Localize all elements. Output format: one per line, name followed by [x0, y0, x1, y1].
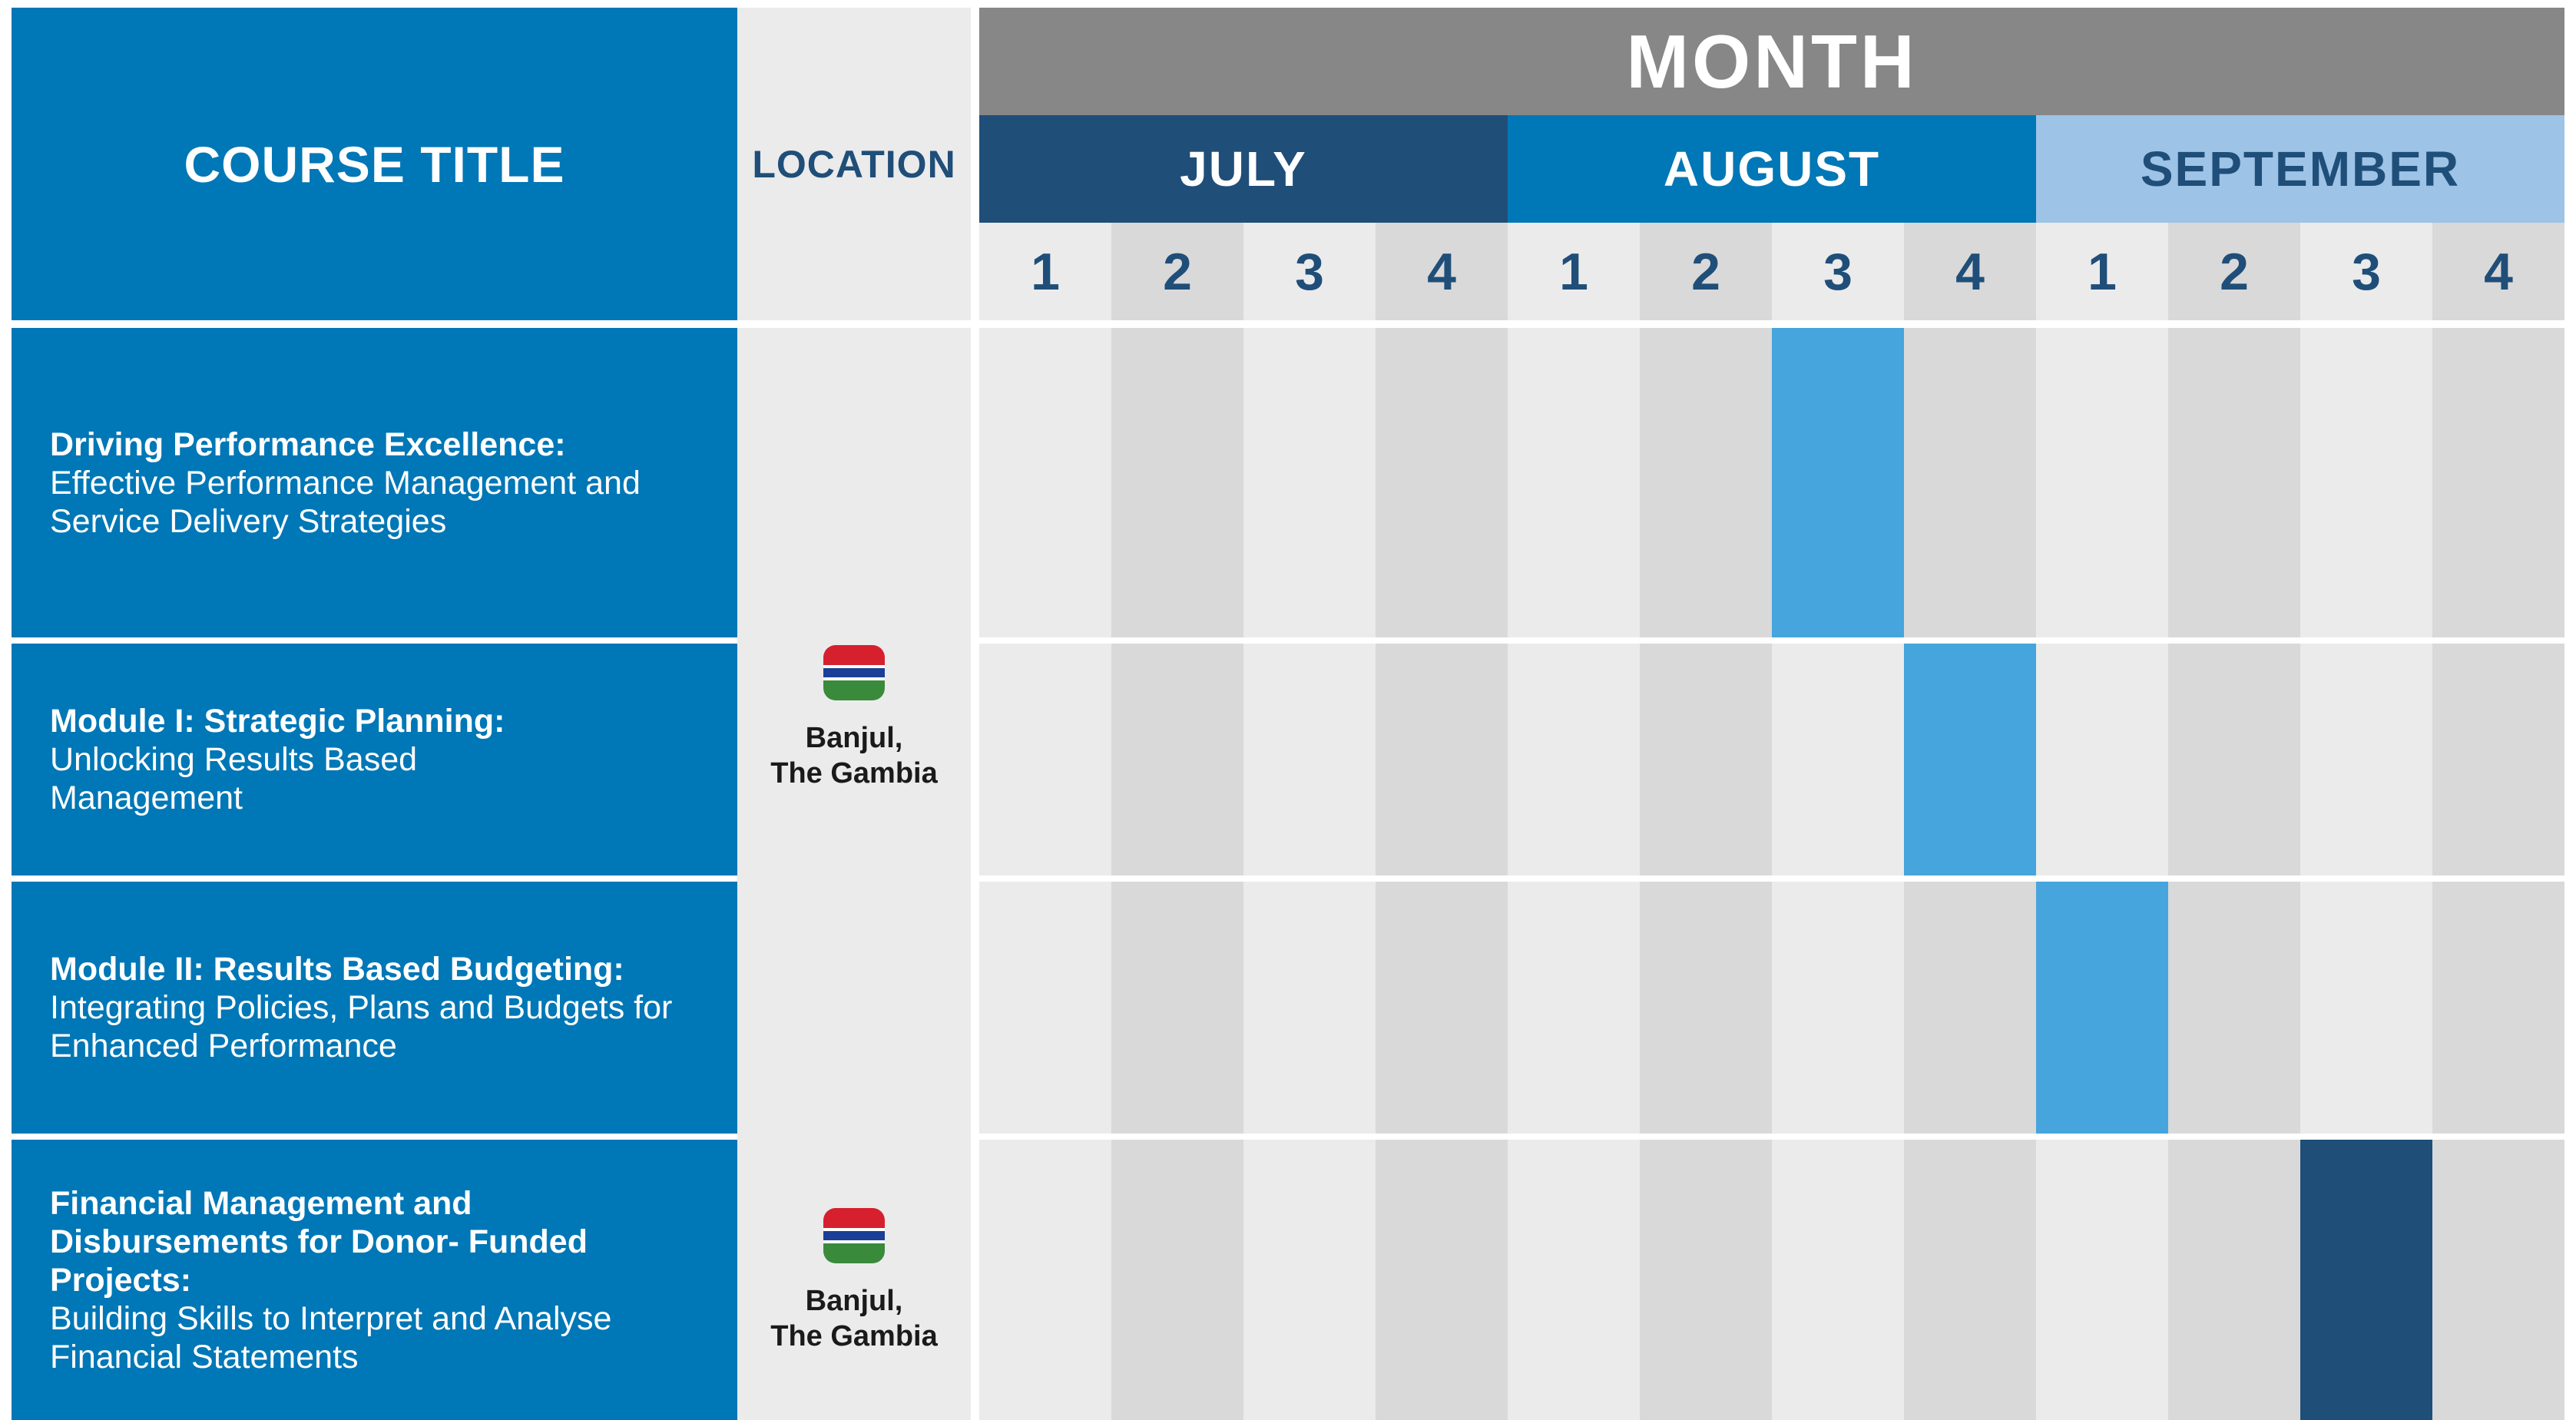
grid-cell — [2300, 644, 2432, 876]
grid-cell — [979, 882, 1111, 1134]
grid-cell — [1640, 644, 1772, 876]
grid-cell — [1376, 328, 1508, 637]
grid-cell — [2432, 328, 2564, 637]
course-name-bold: Financial Management and Disbursements for Donor- Funded Projects: — [50, 1184, 588, 1299]
grid-cell — [1640, 882, 1772, 1134]
week-number: 2 — [1640, 223, 1772, 320]
course-title-header: COURSE TITLE — [12, 8, 737, 320]
course-row-3-title — [12, 882, 737, 1134]
grid-cell — [1243, 1140, 1376, 1420]
course-row-2-title — [12, 644, 737, 876]
grid-cell — [2432, 882, 2564, 1134]
grid-cell — [2036, 1140, 2168, 1420]
scheduled-week-bar — [2300, 1140, 2432, 1420]
grid-cell — [1772, 882, 1904, 1134]
scheduled-week-bar — [1772, 328, 1904, 637]
course-subtitle: Building Skills to Interpret and Analyse Financial Statements — [50, 1299, 612, 1375]
grid-cell — [1111, 328, 1243, 637]
month-name: SEPTEMBER — [2036, 115, 2564, 223]
location-country: The Gambia — [770, 757, 938, 789]
grid-cell — [2300, 882, 2432, 1134]
gambia-flag-icon — [823, 645, 885, 700]
grid-cell — [2168, 882, 2300, 1134]
course-row-4-title — [12, 1140, 737, 1420]
course-name-bold: Driving Performance Excellence: — [50, 425, 566, 463]
month-name: AUGUST — [1508, 115, 2036, 223]
location-block-2 — [737, 1193, 971, 1369]
grid-cell — [979, 328, 1111, 637]
location-block-1 — [737, 630, 971, 806]
grid-cell — [1508, 1140, 1640, 1420]
month-name: JULY — [979, 115, 1508, 223]
grid-cell — [2036, 328, 2168, 637]
grid-cell — [1904, 328, 2036, 637]
week-number: 4 — [2432, 223, 2564, 320]
grid-cell — [2168, 644, 2300, 876]
week-number: 4 — [1904, 223, 2036, 320]
grid-cell — [1640, 1140, 1772, 1420]
course-subtitle: Integrating Policies, Plans and Budgets for Enhanced Performance — [50, 989, 673, 1064]
grid-cell — [1111, 644, 1243, 876]
grid-cell — [1640, 328, 1772, 637]
week-number: 3 — [1243, 223, 1376, 320]
grid-cell — [1111, 1140, 1243, 1420]
week-number: 3 — [2300, 223, 2432, 320]
grid-cell — [1243, 882, 1376, 1134]
grid-cell — [2168, 1140, 2300, 1420]
location-country: The Gambia — [770, 1320, 938, 1352]
week-number: 2 — [2168, 223, 2300, 320]
grid-cell — [1243, 644, 1376, 876]
week-number: 1 — [1508, 223, 1640, 320]
course-row-1-title — [12, 328, 737, 637]
grid-cell — [2168, 328, 2300, 637]
grid-cell — [1772, 1140, 1904, 1420]
scheduled-week-bar — [1904, 644, 2036, 876]
grid-cell — [1904, 1140, 2036, 1420]
course-subtitle: Effective Performance Management and Service Delivery Strategies — [50, 464, 641, 540]
course-name-bold: Module I: Strategic Planning: — [50, 703, 505, 740]
grid-cell — [979, 1140, 1111, 1420]
course-subtitle: Unlocking Results Based Management — [50, 741, 418, 816]
location-header: LOCATION — [737, 8, 971, 320]
grid-cell — [1772, 644, 1904, 876]
grid-cell — [2300, 328, 2432, 637]
grid-cell — [1111, 882, 1243, 1134]
grid-cell — [2036, 644, 2168, 876]
grid-cell — [1508, 328, 1640, 637]
scheduled-week-bar — [2036, 882, 2168, 1134]
grid-cell — [1376, 1140, 1508, 1420]
week-number: 3 — [1772, 223, 1904, 320]
course-name-bold: Module II: Results Based Budgeting: — [50, 951, 624, 988]
week-number: 2 — [1111, 223, 1243, 320]
grid-cell — [979, 644, 1111, 876]
location-city: Banjul, — [805, 722, 903, 754]
week-number: 1 — [979, 223, 1111, 320]
week-number: 1 — [2036, 223, 2168, 320]
grid-cell — [1376, 882, 1508, 1134]
location-city: Banjul, — [805, 1285, 903, 1317]
grid-cell — [1376, 644, 1508, 876]
gambia-flag-icon — [823, 1208, 885, 1263]
month-header: MONTH — [979, 8, 2564, 115]
grid-cell — [2432, 644, 2564, 876]
grid-cell — [1508, 882, 1640, 1134]
grid-cell — [1243, 328, 1376, 637]
grid-cell — [2432, 1140, 2564, 1420]
grid-cell — [1508, 644, 1640, 876]
week-number: 4 — [1376, 223, 1508, 320]
grid-cell — [1904, 882, 2036, 1134]
